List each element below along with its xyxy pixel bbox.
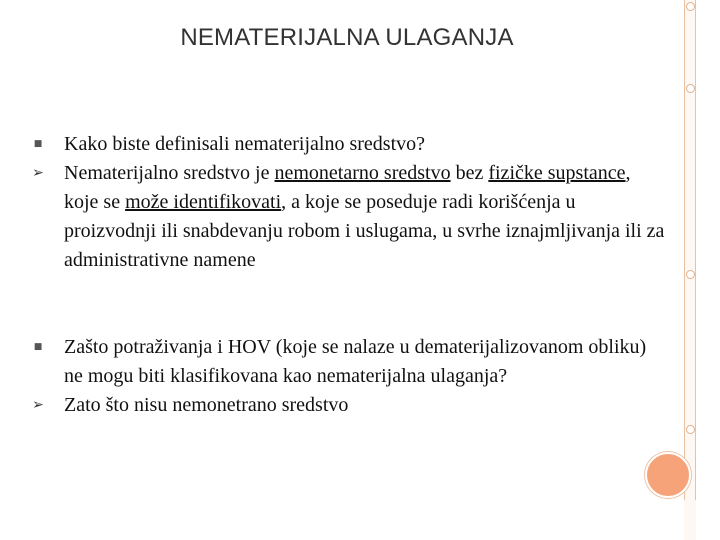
bullet-item-question-2 xyxy=(28,333,668,391)
arrow-bullet-icon: ➢ xyxy=(32,165,44,181)
bullet-item-answer-2 xyxy=(28,391,668,420)
decorative-rail-end xyxy=(684,500,696,540)
item-text xyxy=(64,133,425,155)
square-bullet-icon: ■ xyxy=(33,342,43,352)
slide-title: NEMATERIJALNA ULAGANJA xyxy=(180,24,514,51)
arrow-bullet-icon: ➢ xyxy=(32,397,44,413)
rail-dot-icon xyxy=(686,425,695,434)
bullet-item-answer-1 xyxy=(28,159,668,275)
spacer xyxy=(28,304,668,333)
text-segment: Kako biste definisali nematerijalno sredstvo? xyxy=(64,133,426,155)
text-segment: Nematerijalno sredstvo je xyxy=(64,162,275,184)
text-segment: , a koje se poseduje radi korišćenja u proizvodnji ili snabdevanju robom i uslugama, u svrhe iznajmljivanja ili za administrativne namene xyxy=(64,191,665,271)
item-text xyxy=(64,162,664,271)
square-bullet-icon: ■ xyxy=(33,139,43,149)
slide-content xyxy=(28,130,668,420)
underlined-term: nemonetarno sredstvo xyxy=(274,162,451,184)
spacer xyxy=(28,275,668,304)
rail-dot-icon xyxy=(686,84,695,93)
decorative-circle-icon xyxy=(645,452,691,498)
rail-dot-icon xyxy=(686,270,695,279)
rail-dot-icon xyxy=(686,2,695,11)
bullet-item-question-1 xyxy=(28,130,668,159)
text-segment: Zato što nisu nemonetrano sredstvo xyxy=(64,394,349,416)
item-text xyxy=(64,394,348,416)
item-text xyxy=(64,336,646,387)
text-segment: Zašto potraživanja i HOV (koje se nalaze u dematerijalizovanom obliku) ne mogu biti klasifikovana kao nematerijalna ulaganja? xyxy=(64,336,647,387)
underlined-term: fizičke supstance xyxy=(488,162,626,184)
underlined-term: može identifikovati xyxy=(125,191,282,213)
text-segment: , koje se xyxy=(64,162,631,213)
text-segment: bez xyxy=(450,162,489,184)
